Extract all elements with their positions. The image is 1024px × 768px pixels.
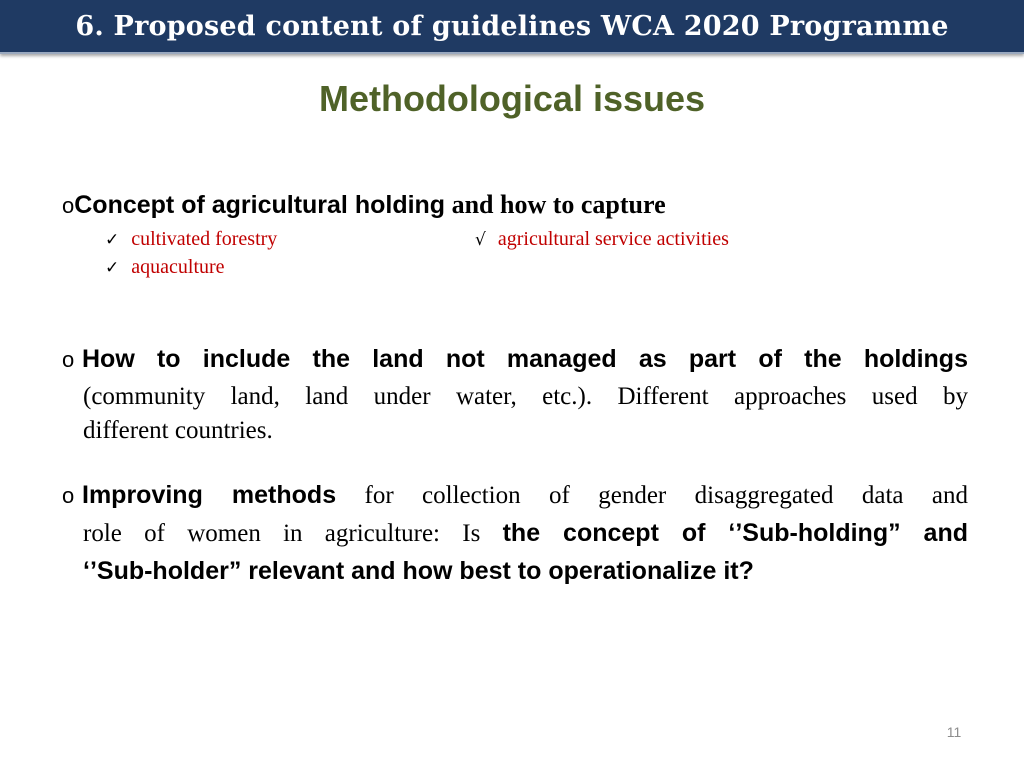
bullet-body-line: different countries. [83,417,273,444]
sub-item-label: cultivated forestry [131,228,278,250]
bullet-tail-text: and how to capture [445,190,666,219]
bullet-emphasis-line: ‘’Sub-holder” relevant and how best to operationalize it? [83,557,754,585]
bullet-agricultural-holding [62,190,982,220]
sub-item-aquaculture [105,256,225,279]
sub-item-label: aquaculture [131,256,225,278]
page-number: 11 [946,724,962,740]
bullet-marker: o [62,347,75,372]
sub-item-cultivated-forestry [105,228,277,251]
bullet-lead-text: Concept of agricultural holding [74,191,446,219]
title-bar [0,0,1024,54]
bullet-improving-methods [62,478,968,588]
bullet-lead-text: Improving methods [82,481,337,509]
bullet-body-line: (community land, land under water, etc.). Different approaches used by [83,383,968,410]
checkmark-icon: ✓ [105,258,120,278]
bullet-marker: o [62,193,75,218]
bullet-emphasis-text: the concept of ‘’Sub-holding” and [502,519,968,547]
checkmark-icon: ✓ [105,230,120,250]
section-subtitle: Methodological issues [318,78,706,119]
sqrt-check-icon: √ [475,230,486,250]
sub-item-label: agricultural service activities [497,228,729,250]
slide-title: 6. Proposed content of guidelines WCA 2020 Programme [75,10,949,42]
bullet-marker: o [62,483,75,508]
bullet-body-text: for collection of gender disaggregated data and [336,482,968,509]
bullet-lead-text: How to include the land not managed as part of the holdings [82,345,968,373]
bullet-body-text: role of women in agriculture: Is [83,520,503,547]
bullet-land-not-managed [62,342,968,448]
sub-item-agricultural-service [475,228,729,251]
